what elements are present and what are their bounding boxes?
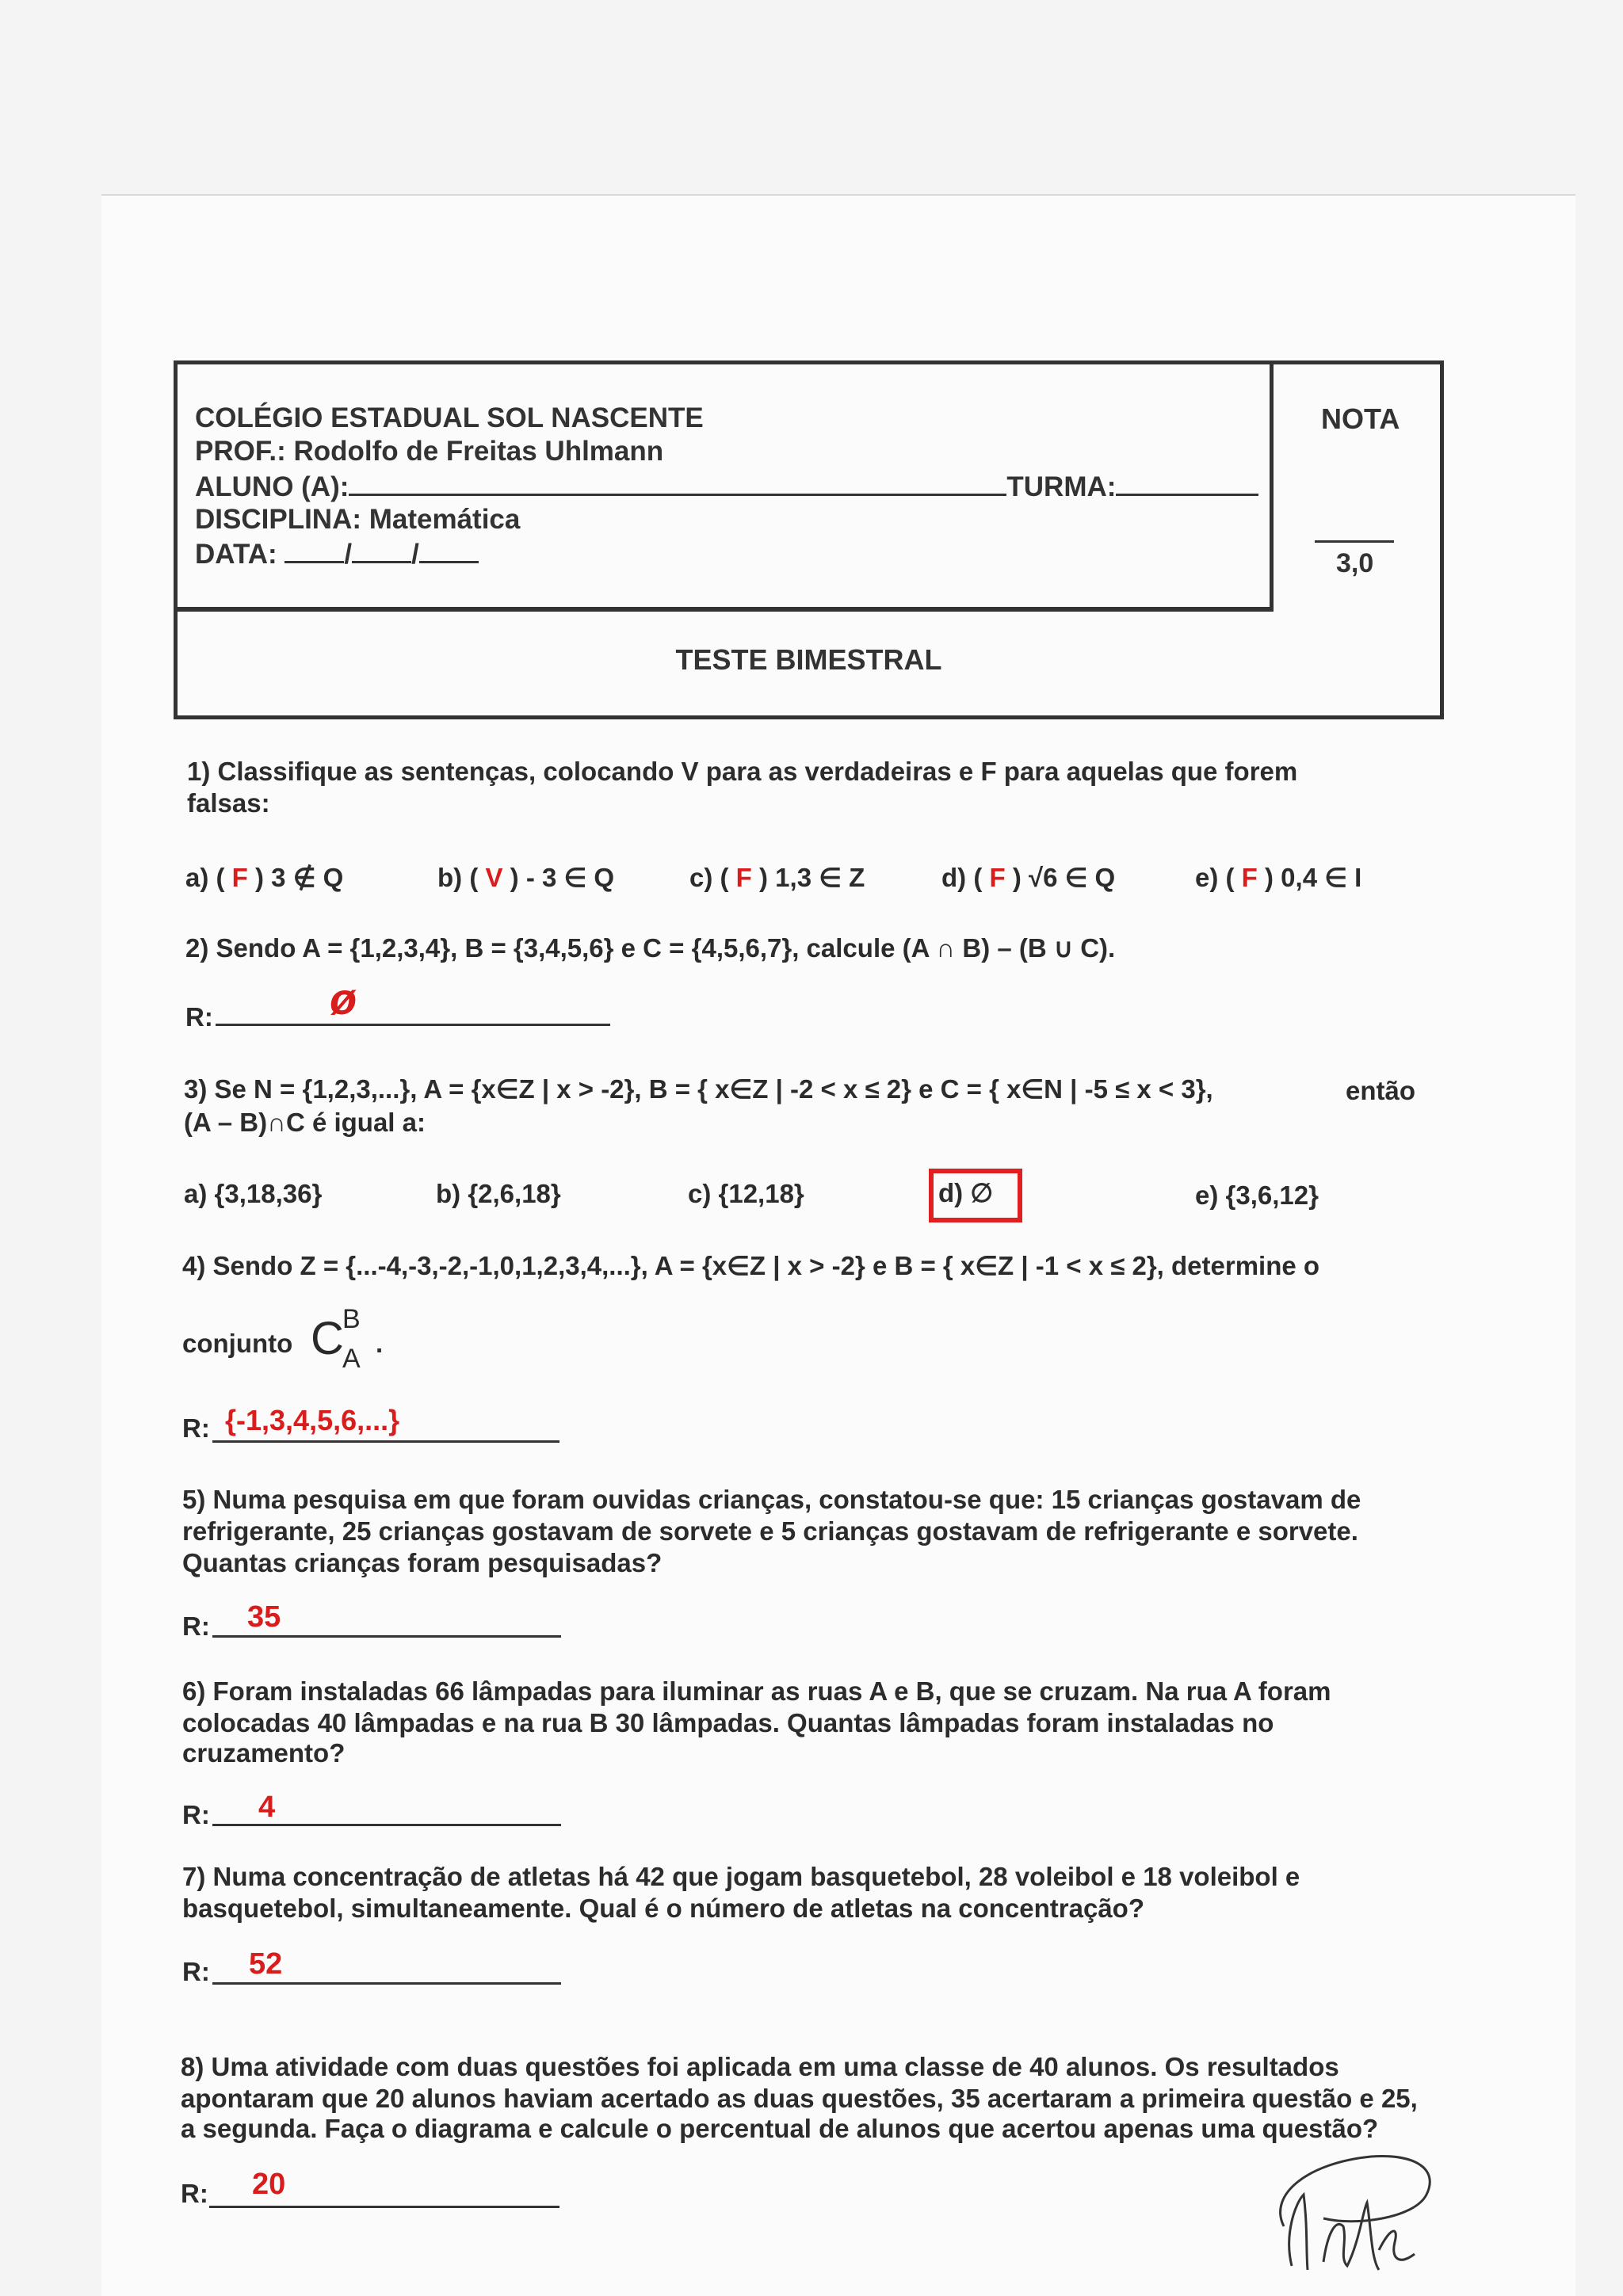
complement-superscript: B [342, 1304, 361, 1334]
date-sep-1: / [344, 539, 353, 570]
complement-symbol-C: C [311, 1313, 344, 1364]
q3-option-b: b) {2,6,18} [436, 1179, 561, 1208]
q2-text: 2) Sendo A = {1,2,3,4}, B = {3,4,5,6} e C = {4,5,6,7}, calcule (A ∩ B) – (B ∪ C). [185, 933, 1116, 963]
q8-text-line2: apontaram que 20 alunos haviam acertado as duas questões, 35 acertaram a primeira questão e 25, [181, 2084, 1418, 2113]
q3-text-line1: 3) Se N = {1,2,3,...}, A = {x∈Z | x > -2}, B = { x∈Z | -2 < x ≤ 2} e C = { x∈N | -5 ≤ x < 3}, [184, 1074, 1213, 1104]
q7-text-line1: 7) Numa concentração de atletas há 42 que jogam basquetebol, 28 voleibol e 18 voleibol e [182, 1862, 1300, 1891]
q1-answer-b: V [485, 863, 503, 892]
q3-text-then: então [1346, 1076, 1416, 1105]
q6-answer: 4 [258, 1791, 276, 1824]
q3-option-c: c) {12,18} [688, 1179, 804, 1208]
q1-answer-e: F [1241, 863, 1258, 892]
class-blank [1116, 470, 1258, 496]
q2-answer-line [216, 1024, 610, 1026]
q5-answer-line [212, 1635, 561, 1638]
date-label: DATA: [195, 539, 277, 570]
teacher-name: PROF.: Rodolfo de Freitas Uhlmann [195, 436, 664, 467]
teacher-signature [1260, 2107, 1450, 2274]
date-sep-2: / [411, 539, 419, 570]
q6-text-line3: cruzamento? [182, 1738, 346, 1768]
q5-text-line2: refrigerante, 25 crianças gostavam de sorvete e 5 crianças gostavam de refrigerante e sorvete. [182, 1516, 1358, 1546]
grade-label: NOTA [1321, 402, 1400, 435]
test-title: TESTE BIMESTRAL [675, 643, 942, 676]
q1-item-e: e) ( F ) 0,4 ∈ I [1195, 863, 1362, 892]
q3-option-d: d) ∅ [938, 1178, 994, 1207]
q1-item-c: c) ( F ) 1,3 ∈ Z [689, 863, 865, 892]
q1-text-line2: falsas: [187, 788, 270, 818]
q8-answer-line [209, 2206, 559, 2208]
q7-answer: 52 [249, 1947, 283, 1981]
q6-text-line1: 6) Foram instaladas 66 lâmpadas para iluminar as ruas A e B, que se cruzam. Na rua A foram [182, 1676, 1331, 1706]
q8-r-label: R: [181, 2179, 208, 2208]
q1-answer-c: F [735, 863, 752, 892]
date-field [195, 537, 479, 570]
q1-answer-d: F [989, 863, 1006, 892]
q2-answer: ø [330, 974, 357, 1024]
q8-text-line3: a segunda. Faça o diagrama e calcule o percentual de alunos que acertou apenas uma questão? [181, 2114, 1379, 2143]
q7-answer-line [212, 1982, 561, 1985]
q5-text-line3: Quantas crianças foram pesquisadas? [182, 1548, 663, 1577]
q3-text-line2: (A – B)∩C é igual a: [184, 1108, 426, 1137]
q5-answer: 35 [247, 1600, 281, 1634]
grade-divider [1315, 540, 1394, 543]
grade-value: 3,0 [1336, 548, 1374, 578]
header-box [174, 360, 1444, 719]
q2-r-label: R: [185, 1002, 213, 1032]
date-day-blank [285, 537, 344, 563]
header-info-cell [178, 364, 1274, 612]
date-month-blank [352, 537, 411, 563]
q4-text-line1: 4) Sendo Z = {...-4,-3,-2,-1,0,1,2,3,4,...}, A = {x∈Z | x > -2} e B = { x∈Z | -1 < x ≤ 2}, determine o [182, 1251, 1320, 1280]
q7-text-line2: basquetebol, simultaneamente. Qual é o número de atletas na concentração? [182, 1894, 1144, 1923]
q8-answer: 20 [252, 2168, 286, 2201]
q4-answer: {-1,3,4,5,6,...} [225, 1404, 400, 1436]
school-name: COLÉGIO ESTADUAL SOL NASCENTE [195, 402, 704, 433]
q3-option-e: e) {3,6,12} [1195, 1180, 1319, 1210]
q4-answer-line [212, 1440, 559, 1443]
complement-dot: . [376, 1329, 384, 1358]
q4-text-conjunto: conjunto [182, 1329, 293, 1358]
student-label: ALUNO (A): [195, 471, 349, 502]
q1-text-line1: 1) Classifique as sentenças, colocando V para as verdadeiras e F para aquelas que forem [187, 757, 1298, 786]
student-field [195, 470, 1258, 503]
complement-subscript: A [342, 1344, 361, 1374]
q4-r-label: R: [182, 1413, 210, 1443]
student-blank [349, 470, 1006, 496]
q1-item-d: d) ( F ) √6 ∈ Q [941, 863, 1116, 892]
q3-option-a: a) {3,18,36} [184, 1179, 323, 1208]
q6-r-label: R: [182, 1800, 210, 1829]
date-year-blank [419, 537, 479, 563]
q8-text-line1: 8) Uma atividade com duas questões foi aplicada em uma classe de 40 alunos. Os resultados [181, 2052, 1339, 2081]
q5-text-line1: 5) Numa pesquisa em que foram ouvidas crianças, constatou-se que: 15 crianças gostavam de [182, 1485, 1361, 1514]
q1-item-b: b) ( V ) - 3 ∈ Q [437, 863, 615, 892]
subject: DISCIPLINA: Matemática [195, 504, 521, 535]
q5-r-label: R: [182, 1611, 210, 1641]
q1-answer-a: F [231, 863, 248, 892]
q6-text-line2: colocadas 40 lâmpadas e na rua B 30 lâmpadas. Quantas lâmpadas foram instaladas no [182, 1708, 1274, 1737]
q7-r-label: R: [182, 1957, 210, 1986]
q1-item-a: a) ( F ) 3 ∉ Q [185, 863, 344, 892]
class-label: TURMA: [1006, 471, 1117, 502]
